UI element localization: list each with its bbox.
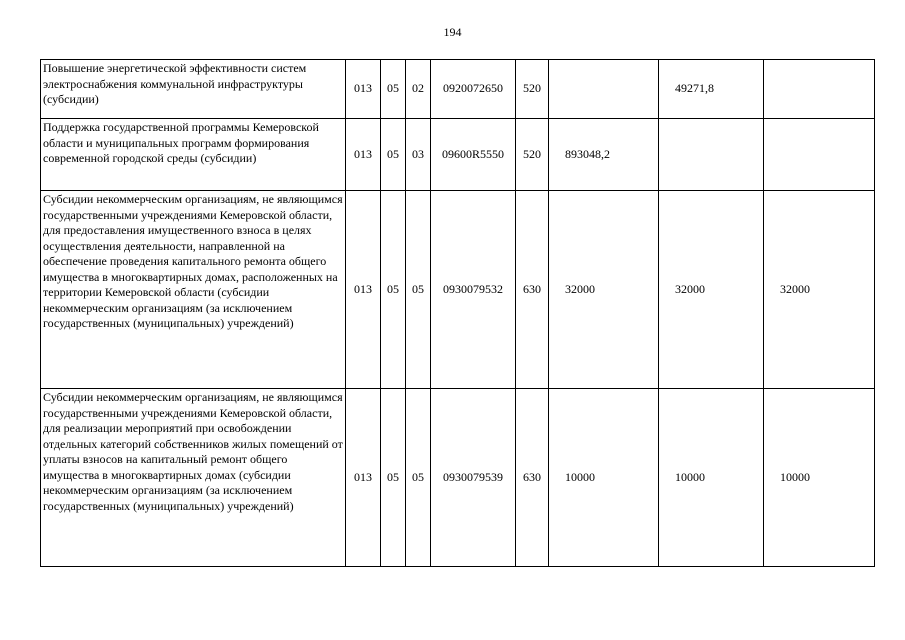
budget-table [40,59,875,567]
amount-year-2: 10000 [659,389,764,567]
ministry-code: 013 [346,60,381,119]
expense-type-code: 520 [516,60,549,119]
amount-year-1 [549,60,659,119]
row-name: Поддержка государственной программы Кемеровской области и муниципальных программ формирования современной городской среды (субсидии) [41,119,346,191]
amount-year-3 [764,60,875,119]
expense-type-code: 630 [516,191,549,389]
ministry-code: 013 [346,389,381,567]
amount-year-3 [764,119,875,191]
expense-type-code: 630 [516,389,549,567]
row-name: Субсидии некоммерческим организациям, не являющимся государственными учреждениями Кемеровской области, для предоставления имущественного взноса в целях осуществления деятельности, направленной на обеспечение проведения капитального ремонта общего имущества в многоквартирных домах, расположенных на территории Кемеровской области (субсидии некоммерческим организациям (за исключением государственных (муниципальных) учреждений) [41,191,346,389]
table-row [41,119,875,191]
target-code: 0930079539 [431,389,516,567]
subsection-code: 05 [406,389,431,567]
amount-year-2: 32000 [659,191,764,389]
row-name: Повышение энергетической эффективности систем электроснабжения коммунальной инфраструктуры (субсидии) [41,60,346,119]
section-code: 05 [381,60,406,119]
subsection-code: 05 [406,191,431,389]
section-code: 05 [381,191,406,389]
target-code: 0920072650 [431,60,516,119]
page-number: 194 [443,25,462,39]
amount-year-1: 10000 [549,389,659,567]
ministry-code: 013 [346,191,381,389]
row-name: Субсидии некоммерческим организациям, не являющимся государственными учреждениями Кемеровской области, для реализации мероприятий при освобождении отдельных категорий собственников жилых помещений от уплаты взносов на капитальный ремонт общего имущества в многоквартирных домах (субсидии некоммерческим организациям (за исключением государственных (муниципальных) учреждений) [41,389,346,567]
target-code: 0930079532 [431,191,516,389]
amount-year-2: 49271,8 [659,60,764,119]
amount-year-3: 32000 [764,191,875,389]
subsection-code: 02 [406,60,431,119]
table-row [41,389,875,567]
amount-year-3: 10000 [764,389,875,567]
subsection-code: 03 [406,119,431,191]
amount-year-1: 32000 [549,191,659,389]
amount-year-1: 893048,2 [549,119,659,191]
section-code: 05 [381,119,406,191]
section-code: 05 [381,389,406,567]
table-row [41,191,875,389]
expense-type-code: 520 [516,119,549,191]
target-code: 09600R5550 [431,119,516,191]
ministry-code: 013 [346,119,381,191]
amount-year-2 [659,119,764,191]
table-row [41,60,875,119]
